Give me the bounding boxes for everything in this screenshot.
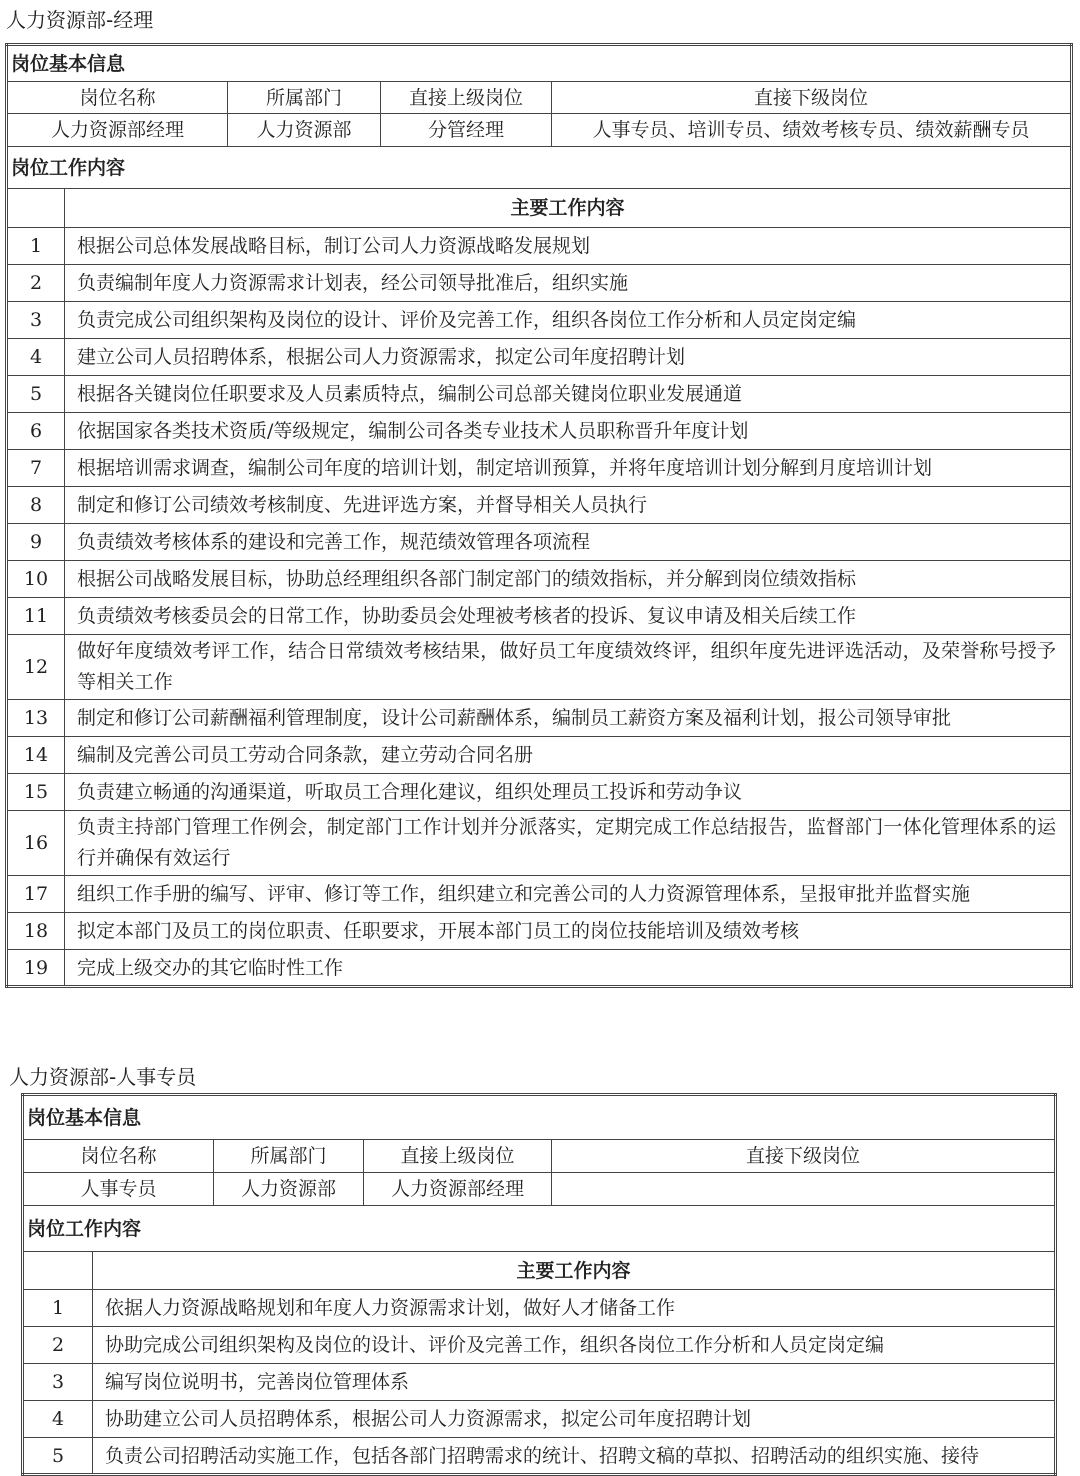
- header-direct-subordinates: 直接下级岗位: [552, 1140, 1056, 1173]
- duty-row: [7, 737, 1072, 774]
- duty-number: 3: [7, 302, 65, 339]
- duty-number: 5: [23, 1438, 93, 1475]
- job-table-manager: [5, 43, 1073, 988]
- duty-text: 根据公司战略发展目标，协助总经理组织各部门制定部门的绩效指标，并分解到岗位绩效指标: [65, 561, 1072, 598]
- duty-text: 制定和修订公司绩效考核制度、先进评选方案，并督导相关人员执行: [65, 487, 1072, 524]
- duty-row: [23, 1290, 1056, 1327]
- duty-row: [7, 487, 1072, 524]
- duty-row: [23, 1438, 1056, 1475]
- duty-number: 12: [7, 635, 65, 700]
- duty-text: 依据人力资源战略规划和年度人力资源需求计划，做好人才储备工作: [93, 1290, 1056, 1327]
- duty-row: [7, 913, 1072, 950]
- duty-number: 2: [23, 1327, 93, 1364]
- duty-row: [7, 524, 1072, 561]
- duty-row: [7, 450, 1072, 487]
- duty-row: [23, 1327, 1056, 1364]
- duty-number: 1: [7, 228, 65, 265]
- duty-number: 4: [7, 339, 65, 376]
- duty-text: 根据各关键岗位任职要求及人员素质特点，编制公司总部关键岗位职业发展通道: [65, 376, 1072, 413]
- basic-info-heading: 岗位基本信息: [7, 45, 1072, 82]
- duty-number: 3: [23, 1364, 93, 1401]
- duty-text: 协助建立公司人员招聘体系，根据公司人力资源需求，拟定公司年度招聘计划: [93, 1401, 1056, 1438]
- value-position-name: 人事专员: [23, 1173, 214, 1206]
- duty-text: 负责完成公司组织架构及岗位的设计、评价及完善工作，组织各岗位工作分析和人员定岗定编: [65, 302, 1072, 339]
- value-department: 人力资源部: [214, 1173, 364, 1206]
- duty-row: [7, 876, 1072, 913]
- section-title-hr-specialist: 人力资源部-人事专员: [9, 1065, 197, 1089]
- duty-text: 协助完成公司组织架构及岗位的设计、评价及完善工作，组织各岗位工作分析和人员定岗定编: [93, 1327, 1056, 1364]
- duty-text: 编写岗位说明书，完善岗位管理体系: [93, 1364, 1056, 1401]
- main-work-content-header: 主要工作内容: [93, 1252, 1056, 1290]
- duty-number: 7: [7, 450, 65, 487]
- duty-row: [7, 950, 1072, 987]
- duty-number: 5: [7, 376, 65, 413]
- duty-row: [23, 1364, 1056, 1401]
- duty-row: [7, 811, 1072, 876]
- duty-row: [7, 598, 1072, 635]
- duty-text: 完成上级交办的其它临时性工作: [65, 950, 1072, 987]
- duty-row: [7, 635, 1072, 700]
- value-direct-subordinates: [552, 1173, 1056, 1206]
- duty-text: 负责公司招聘活动实施工作，包括各部门招聘需求的统计、招聘文稿的草拟、招聘活动的组织实施、接待: [93, 1438, 1056, 1475]
- duty-number: 10: [7, 561, 65, 598]
- duty-number: 13: [7, 700, 65, 737]
- main-work-content-header: 主要工作内容: [65, 189, 1072, 228]
- duty-text: 组织工作手册的编写、评审、修订等工作，组织建立和完善公司的人力资源管理体系，呈报审批并监督实施: [65, 876, 1072, 913]
- duty-number: 8: [7, 487, 65, 524]
- duty-number: 9: [7, 524, 65, 561]
- work-content-heading: 岗位工作内容: [7, 147, 1072, 189]
- header-position-name: 岗位名称: [7, 82, 228, 114]
- number-header-cell: [23, 1252, 93, 1290]
- header-direct-subordinates: 直接下级岗位: [552, 82, 1072, 114]
- duty-text: 建立公司人员招聘体系，根据公司人力资源需求，拟定公司年度招聘计划: [65, 339, 1072, 376]
- header-direct-superior: 直接上级岗位: [381, 82, 552, 114]
- duty-row: [7, 228, 1072, 265]
- duty-text: 负责主持部门管理工作例会，制定部门工作计划并分派落实，定期完成工作总结报告，监督部门一体化管理体系的运行并确保有效运行: [65, 811, 1072, 876]
- header-department: 所属部门: [214, 1140, 364, 1173]
- work-content-heading: 岗位工作内容: [23, 1206, 1056, 1252]
- duty-text: 依据国家各类技术资质/等级规定，编制公司各类专业技术人员职称晋升年度计划: [65, 413, 1072, 450]
- duty-number: 15: [7, 774, 65, 811]
- value-direct-superior: 分管经理: [381, 114, 552, 147]
- duty-number: 4: [23, 1401, 93, 1438]
- duty-text: 做好年度绩效考评工作，结合日常绩效考核结果，做好员工年度绩效终评，组织年度先进评选活动，及荣誉称号授予等相关工作: [65, 635, 1072, 700]
- duty-text: 制定和修订公司薪酬福利管理制度，设计公司薪酬体系，编制员工薪资方案及福利计划，报公司领导审批: [65, 700, 1072, 737]
- duty-number: 16: [7, 811, 65, 876]
- basic-info-heading: 岗位基本信息: [23, 1095, 1056, 1140]
- duty-number: 17: [7, 876, 65, 913]
- duty-row: [23, 1401, 1056, 1438]
- duty-number: 11: [7, 598, 65, 635]
- number-header-cell: [7, 189, 65, 228]
- duty-row: [7, 774, 1072, 811]
- duty-text: 根据培训需求调查，编制公司年度的培训计划，制定培训预算，并将年度培训计划分解到月度培训计划: [65, 450, 1072, 487]
- job-table-hr-specialist: [21, 1093, 1057, 1476]
- duty-number: 2: [7, 265, 65, 302]
- value-position-name: 人力资源部经理: [7, 114, 228, 147]
- duty-number: 1: [23, 1290, 93, 1327]
- duty-number: 6: [7, 413, 65, 450]
- value-department: 人力资源部: [228, 114, 381, 147]
- value-direct-superior: 人力资源部经理: [364, 1173, 552, 1206]
- header-department: 所属部门: [228, 82, 381, 114]
- duty-row: [7, 700, 1072, 737]
- duty-text: 编制及完善公司员工劳动合同条款，建立劳动合同名册: [65, 737, 1072, 774]
- duty-row: [7, 376, 1072, 413]
- duty-text: 负责绩效考核体系的建设和完善工作，规范绩效管理各项流程: [65, 524, 1072, 561]
- section-title-manager: 人力资源部-经理: [6, 8, 154, 32]
- duty-text: 负责编制年度人力资源需求计划表，经公司领导批准后，组织实施: [65, 265, 1072, 302]
- duty-number: 14: [7, 737, 65, 774]
- duty-row: [7, 302, 1072, 339]
- value-direct-subordinates: 人事专员、培训专员、绩效考核专员、绩效薪酬专员: [552, 114, 1072, 147]
- duty-text: 根据公司总体发展战略目标，制订公司人力资源战略发展规划: [65, 228, 1072, 265]
- duty-text: 负责绩效考核委员会的日常工作，协助委员会处理被考核者的投诉、复议申请及相关后续工作: [65, 598, 1072, 635]
- header-position-name: 岗位名称: [23, 1140, 214, 1173]
- duty-row: [7, 265, 1072, 302]
- duty-row: [7, 561, 1072, 598]
- duty-text: 拟定本部门及员工的岗位职责、任职要求，开展本部门员工的岗位技能培训及绩效考核: [65, 913, 1072, 950]
- duty-number: 18: [7, 913, 65, 950]
- duty-row: [7, 339, 1072, 376]
- header-direct-superior: 直接上级岗位: [364, 1140, 552, 1173]
- duty-row: [7, 413, 1072, 450]
- duty-text: 负责建立畅通的沟通渠道，听取员工合理化建议，组织处理员工投诉和劳动争议: [65, 774, 1072, 811]
- duty-number: 19: [7, 950, 65, 987]
